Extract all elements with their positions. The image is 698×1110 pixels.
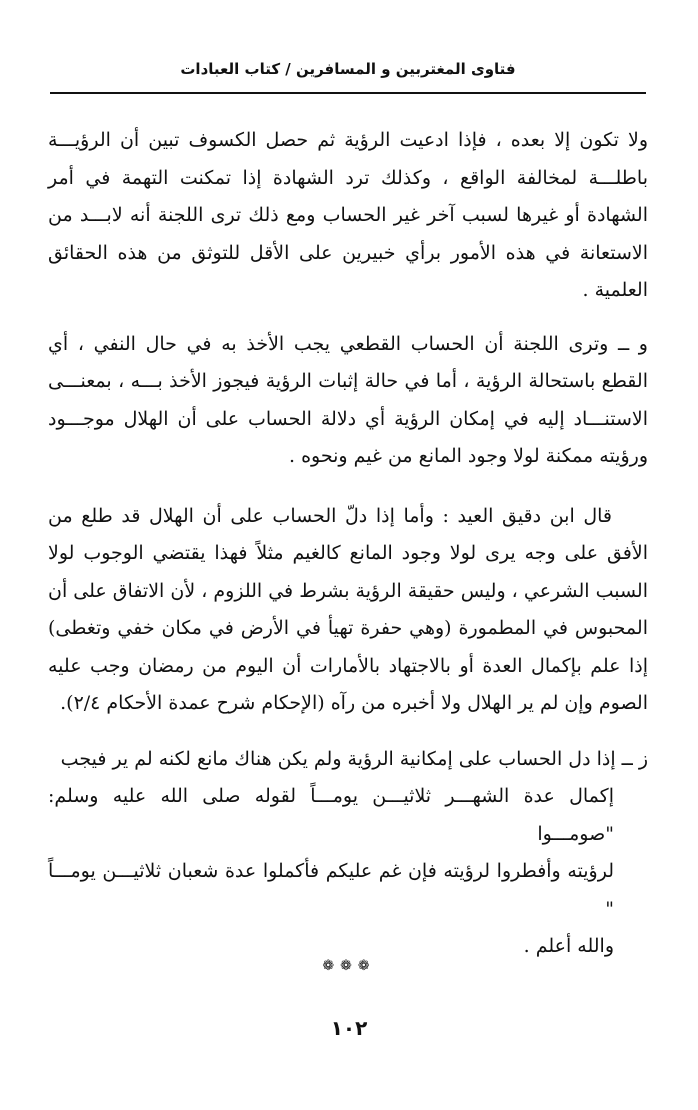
paragraph-4-line-1: ز ــ إذا دل الحساب على إمكانية الرؤية ولم يكن هناك مانع لكنه لم ير فيجب — [60, 747, 648, 770]
body-text — [48, 122, 648, 966]
running-header: فتاوى المغتربين و المسافرين / كتاب العبادات — [180, 60, 516, 78]
paragraph-4-line-3: لرؤيته وأفطروا لرؤيته فإن غم عليكم فأكملوا عدة شعبان ثلاثيـــن يومـــاً " — [48, 860, 614, 920]
paragraph-4 — [48, 741, 648, 966]
page-number: ١٠٢ — [330, 1016, 368, 1040]
paragraph-2: و ــ وترى اللجنة أن الحساب القطعي يجب الأخذ به في حال النفي ، أي القطع باستحالة الرؤية ، أما في حالة إثبات الرؤية فيجوز الأخذ بـــه ، بمعنـــى الاستنـــاد إليه في إمكان الرؤية أي دلالة الحساب على أن الهلال موجـــود ورؤيته ممكنة لولا وجود المانع من غيم ونحوه . — [48, 332, 648, 467]
paragraph-1: ولا تكون إلا بعده ، فإذا ادعيت الرؤية ثم حصل الكسوف تبين أن الرؤيـــة باطلـــة لمخالفة الواقع ، وكذلك ترد الشهادة إذا تمكنت التهمة في أمر الشهادة أو غيرها لسبب آخر غير الحساب ومع ذلك ترى اللجنة أنه لابـــد من الاستعانة في هذه الأمور برأي خبيرين على الأقل للتوثق من هذه الحقائق العلمية . — [48, 129, 648, 301]
paragraph-4-line-2: إكمال عدة الشهـــر ثلاثيـــن يومـــاً لقوله صلى الله عليه وسلم: "صومـــوا — [48, 785, 614, 845]
header-rule — [50, 92, 646, 94]
paragraph-4-line-4: والله أعلم . — [523, 935, 614, 957]
paragraph-3: قال ابن دقيق العيد : وأما إذا دلّ الحساب على أن الهلال قد طلع من الأفق على وجه يرى لولا وجود المانع كالغيم مثلاً فهذا يقتضي الوجوب لولا السبب الشرعي ، وليس حقيقة الرؤية بشرط في اللزوم ، لأن الاتفاق على أن المحبوس في المطمورة (وهي حفرة تهيأ في الأرض في مكان خفي وتغطى) إذا علم بإكمال العدة أو بالاجتهاد بالأمارات أن اليوم من رمضان وجب عليه الصوم وإن لم ير الهلال ولا أخبره من رآه (الإحكام شرح عمدة الأحكام ٢/٤). — [48, 504, 648, 714]
section-ornament: ❁❁❁ — [322, 958, 376, 974]
